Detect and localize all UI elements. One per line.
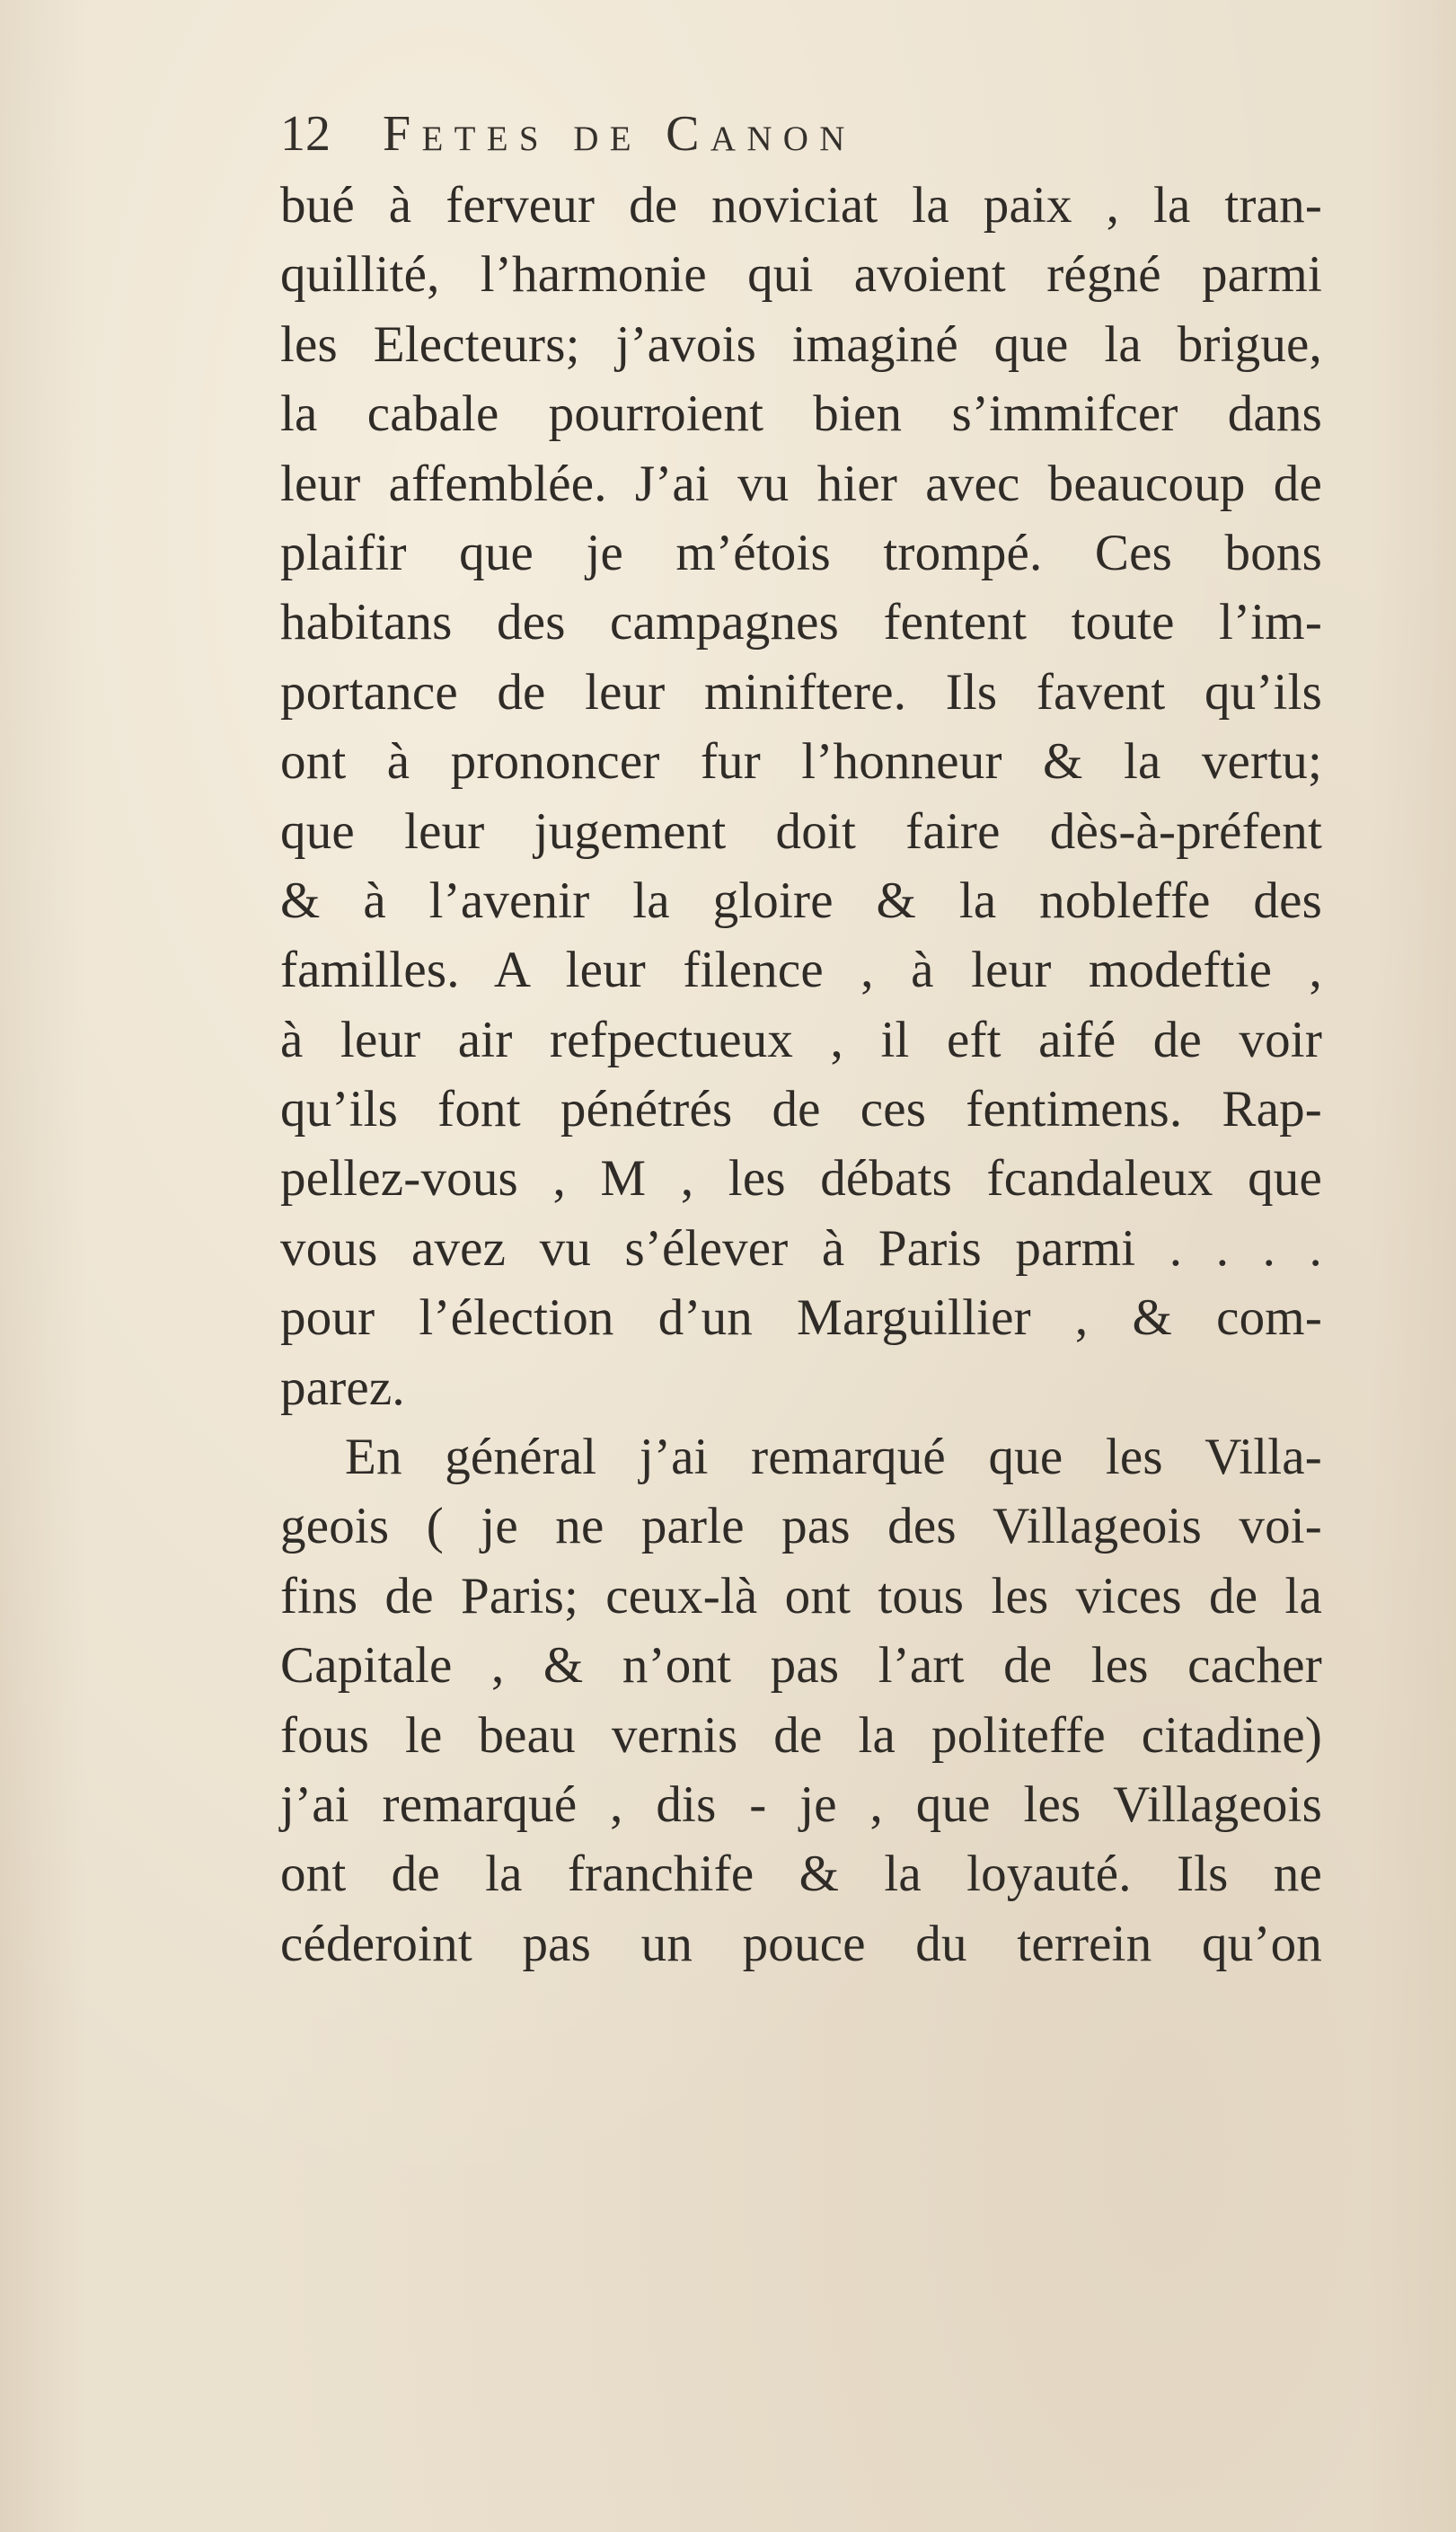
text-line: portance de leur miniftere. Ils favent qu’ils [280, 663, 1322, 721]
text-line: quillité, l’harmonie qui avoient régné parmi [280, 246, 1322, 304]
text-line: bué à ferveur de noviciat la paix , la tran- [280, 177, 1322, 234]
text-block [280, 97, 1322, 1979]
text-line: fins de Paris; ceux-là ont tous les vices de la [280, 1567, 1322, 1625]
page-number: 12 [280, 106, 331, 162]
text-line: les Electeurs; j’avois imaginé que la brigue, [280, 315, 1322, 373]
text-line: pellez-vous , M , les débats fcandaleux que [280, 1150, 1322, 1208]
text-line: familles. A leur filence , à leur modeftie , [280, 942, 1322, 999]
text-line: ont à prononcer fur l’honneur & la vertu; [280, 733, 1322, 791]
text-line: plaifir que je m’étois trompé. Ces bons [280, 524, 1322, 581]
text-line: fous le beau vernis de la politeffe citadine) [280, 1706, 1322, 1764]
text-line: j’ai remarqué , dis - je , que les Villageois [280, 1775, 1322, 1833]
text-line: que leur jugement doit faire dès-à-préfent [280, 802, 1322, 860]
text-line: leur affemblée. J’ai vu hier avec beaucoup de [280, 455, 1322, 512]
text-line: vous avez vu s’élever à Paris parmi . . . . [280, 1219, 1322, 1277]
text-line: & à l’avenir la gloire & la nobleffe des [280, 872, 1322, 929]
running-head [280, 97, 1322, 171]
text-line: ont de la franchife & la loyauté. Ils ne [280, 1846, 1322, 1903]
text-line: pour l’élection d’un Marguillier , & com- [280, 1289, 1322, 1347]
paragraph-end-line: parez. [280, 1359, 405, 1416]
running-title: Fetes de Canon [383, 106, 856, 162]
paragraph-start-line: En général j’ai remarqué que les Villa- [345, 1429, 1322, 1486]
text-line: qu’ils font pénétrés de ces fentimens. Rap- [280, 1081, 1322, 1138]
text-line: habitans des campagnes fentent toute l’im- [280, 594, 1322, 651]
text-line: céderoint pas un pouce du terrein qu’on [280, 1915, 1322, 1972]
text-line: la cabale pourroient bien s’immifcer dans [280, 385, 1322, 443]
text-line: geois ( je ne parle pas des Villageois voi- [280, 1498, 1322, 1555]
text-line: Capitale , & n’ont pas l’art de les cacher [280, 1637, 1322, 1695]
text-line: à leur air refpectueux , il eft aifé de voir [280, 1011, 1322, 1068]
